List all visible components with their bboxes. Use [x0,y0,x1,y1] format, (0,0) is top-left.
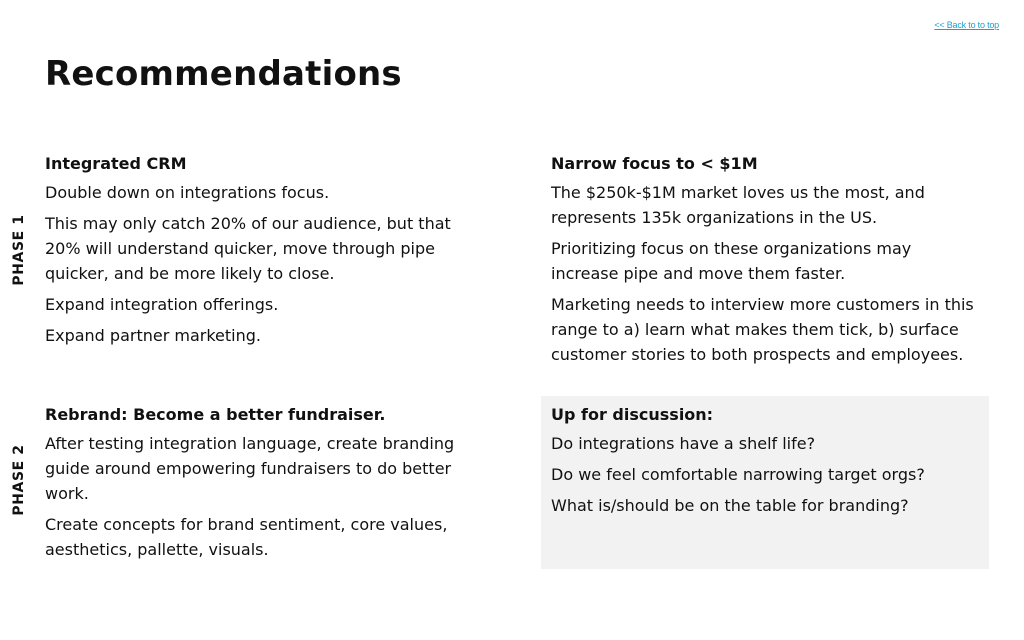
rebrand-section [45,402,485,568]
rebrand-heading: Rebrand: Become a better fundraiser. [45,405,386,424]
discussion-question: Do integrations have a shelf life? [551,434,816,453]
phase-1-label: PHASE 1 [11,214,27,286]
integrated-crm-section [45,151,485,354]
page-title: Recommendations [45,54,402,94]
discussion-question: Do we feel comfortable narrowing target orgs? [551,465,925,484]
narrow-focus-paragraph: The $250k-$1M market loves us the most, and represents 135k organizations in the US. [551,183,925,227]
integrated-crm-heading: Integrated CRM [45,154,187,173]
integrated-crm-paragraph: Double down on integrations focus. [45,183,330,202]
back-to-top-link[interactable]: << Back to to top [934,20,999,30]
discussion-section [551,402,981,524]
discussion-heading: Up for discussion: [551,405,714,424]
narrow-focus-section [551,151,981,373]
narrow-focus-paragraph: Marketing needs to interview more customers in this range to a) learn what makes them tick, b) surface customer stories to both prospects and employees. [551,295,974,364]
narrow-focus-paragraph: Prioritizing focus on these organizations may increase pipe and move them faster. [551,239,912,283]
integrated-crm-paragraph: Expand integration offerings. [45,295,279,314]
rebrand-paragraph: After testing integration language, create branding guide around empowering fundraisers to do better work. [45,434,455,503]
integrated-crm-paragraph: Expand partner marketing. [45,326,261,345]
phase-2-label: PHASE 2 [11,444,27,516]
discussion-question: What is/should be on the table for branding? [551,496,909,515]
narrow-focus-heading: Narrow focus to < $1M [551,154,758,173]
integrated-crm-paragraph: This may only catch 20% of our audience, but that 20% will understand quicker, move through pipe quicker, and be more likely to close. [45,214,451,283]
rebrand-paragraph: Create concepts for brand sentiment, core values, aesthetics, pallette, visuals. [45,515,448,559]
